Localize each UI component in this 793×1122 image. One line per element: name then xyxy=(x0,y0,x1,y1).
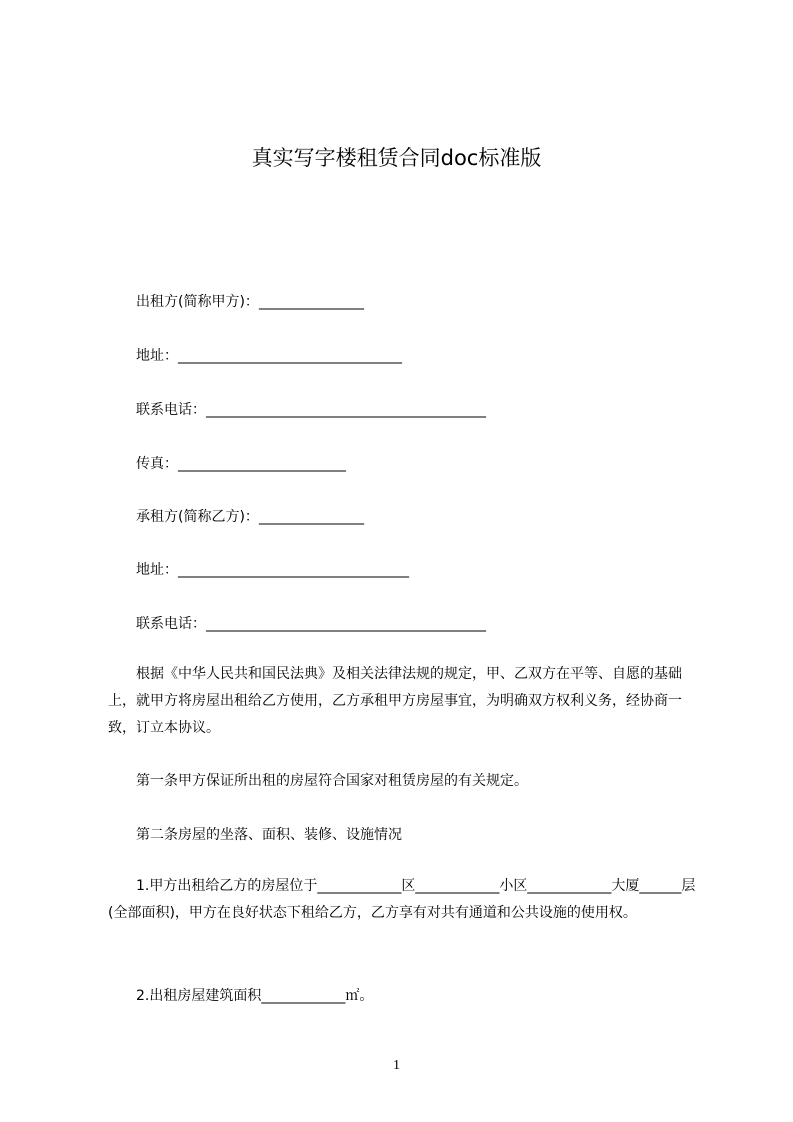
item-2: 2.出租房屋建筑面积____________㎡。 xyxy=(136,988,374,1004)
fill-blank: ________________________________________ xyxy=(206,616,486,632)
page-number: 1 xyxy=(393,1058,400,1073)
fill-blank: ________________________ xyxy=(178,456,346,472)
item-1-text: 1.甲方出租给乙方的房屋位于____________区____________小区____________大厦______层(全部面积)，甲方在良好状态下租给乙方，乙方享有对共有通道和公共设施的使用权。 xyxy=(108,878,696,921)
lessee-phone-field xyxy=(136,614,486,634)
lessor-phone-field xyxy=(136,400,486,420)
field-label: 联系电话： xyxy=(136,402,206,418)
field-label: 承租方(简称乙方)： xyxy=(136,509,259,525)
document-title: 真实写字楼租赁合同doc标准版 xyxy=(251,146,542,170)
field-label: 地址： xyxy=(136,562,178,578)
article-1: 第一条甲方保证所出租的房屋符合国家对租赁房屋的有关规定。 xyxy=(136,773,528,789)
fill-blank: ________________________________ xyxy=(178,348,402,364)
field-label: 传真： xyxy=(136,456,178,472)
fill-blank: _______________ xyxy=(258,509,364,525)
field-label: 地址： xyxy=(136,348,178,364)
lessor-name-field xyxy=(136,292,364,312)
fill-blank: ________________________________________ xyxy=(206,402,486,418)
field-label: 出租方(简称甲方)： xyxy=(136,294,259,310)
article-2-heading: 第二条房屋的坐落、面积、装修、设施情况 xyxy=(136,827,402,843)
preamble-paragraph xyxy=(108,661,708,742)
fill-blank: _______________ xyxy=(258,294,364,310)
preamble-text: 根据《中华人民共和国民法典》及相关法律法规的规定，甲、乙双方在平等、自愿的基础上，就甲方将房屋出租给乙方使用，乙方承租甲方房屋事宜，为明确双方权利义务，经协商一致，订立本协议。 xyxy=(108,666,682,736)
lessee-name-field xyxy=(136,507,364,527)
item-1-paragraph xyxy=(108,873,708,927)
field-label: 联系电话： xyxy=(136,616,206,632)
lessor-fax-field xyxy=(136,454,346,474)
fill-blank: _________________________________ xyxy=(178,562,409,578)
lessee-address-field xyxy=(136,560,409,580)
lessor-address-field xyxy=(136,346,402,366)
